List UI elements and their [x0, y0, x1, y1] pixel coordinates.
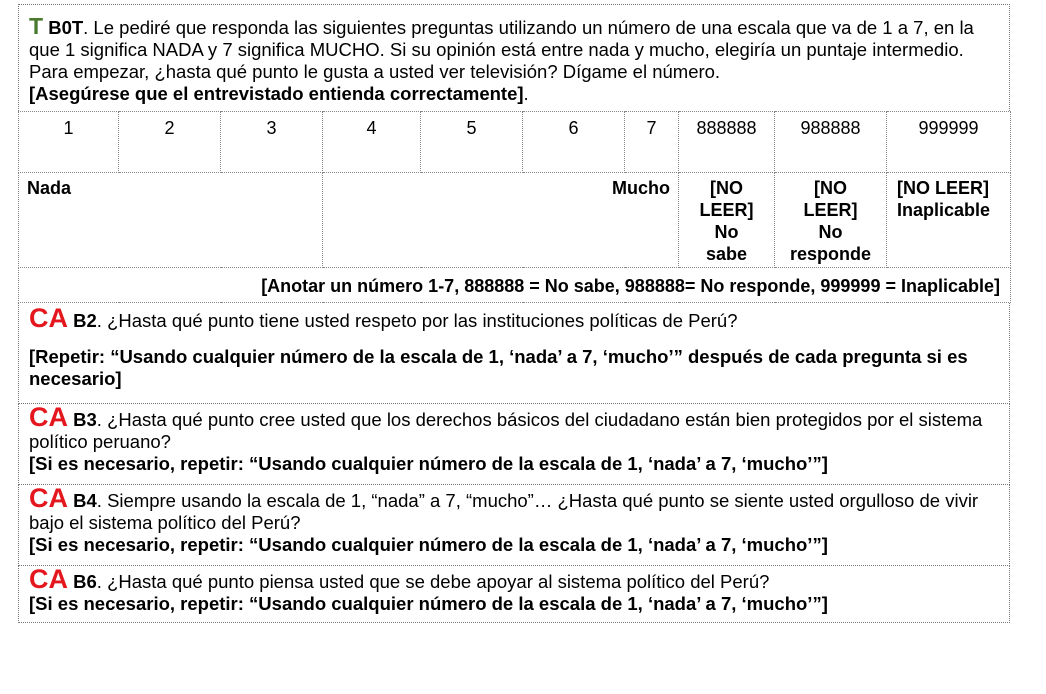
no-responde-line: responde [789, 244, 872, 264]
question-code: B0T [48, 17, 84, 38]
scale-number-7: 7 [625, 112, 679, 173]
question-text: . ¿Hasta qué punto tiene usted respeto por las instituciones políticas de Perú? [96, 310, 738, 331]
no-responde-line: No [818, 222, 843, 242]
scale-number-6: 6 [523, 112, 625, 173]
question-code: B4 [73, 490, 97, 511]
scale-label-no-sabe [679, 173, 775, 268]
question-b6 [18, 566, 1010, 623]
question-text: . Siempre usando la escala de 1, “nada” a 7, “mucho”… ¿Hasta qué punto se siente usted orgulloso de vivir bajo el sistema político del Perú? [29, 490, 979, 533]
scale-number-5: 5 [421, 112, 523, 173]
question-type-badge: CA [29, 303, 68, 333]
interviewer-instruction: [Si es necesario, repetir: “Usando cualquier número de la escala de 1, ‘nada’ a 7, ‘mucho’”] [29, 453, 828, 474]
scale-number-1: 1 [19, 112, 119, 173]
question-text: . ¿Hasta qué punto cree usted que los derechos básicos del ciudadano están bien protegidos por el sistema político peruano? [29, 409, 983, 452]
scale-label-inaplicable [887, 173, 1011, 268]
question-b3 [18, 404, 1010, 485]
scale-code-999999: 999999 [887, 112, 1011, 173]
interviewer-instruction: [Si es necesario, repetir: “Usando cualquier número de la escala de 1, ‘nada’ a 7, ‘mucho’”] [29, 593, 828, 614]
interviewer-instruction: [Asegúrese que el entrevistado entienda correctamente] [29, 83, 524, 104]
scale-code-888888: 888888 [679, 112, 775, 173]
no-sabe-line: No [714, 222, 739, 242]
no-sabe-line: sabe [705, 244, 748, 264]
question-type-badge: CA [29, 402, 68, 432]
scale-number-2: 2 [119, 112, 221, 173]
question-code: B2 [73, 310, 97, 331]
questionnaire-page [18, 4, 1010, 623]
question-code: B6 [73, 571, 97, 592]
question-type-badge: CA [29, 564, 68, 594]
scale-number-3: 3 [221, 112, 323, 173]
scale-numbers-row [19, 112, 1011, 173]
question-b2 [18, 303, 1010, 404]
inaplicable-line: Inaplicable [897, 200, 991, 220]
no-sabe-line: LEER] [699, 200, 754, 220]
intro-question-b0t [18, 4, 1010, 111]
question-text: . Le pediré que responda las siguientes preguntas utilizando un número de una escala que va de 1 a 7, en la que 1 significa NADA y 7 significa MUCHO. Si su opinión está entre nada y mucho, elegiría un puntaje intermedio. Para empezar, ¿hasta qué punto le gusta a usted ver televisión? Dígame el número. [29, 17, 974, 82]
response-scale-table [18, 111, 1011, 303]
scale-label-nada: Nada [19, 173, 323, 268]
no-responde-line: LEER] [803, 200, 858, 220]
scale-recording-note: [Anotar un número 1-7, 888888 = No sabe, 988888= No responde, 999999 = Inaplicable] [19, 268, 1011, 303]
question-b4 [18, 485, 1010, 566]
interviewer-instruction: [Si es necesario, repetir: “Usando cualquier número de la escala de 1, ‘nada’ a 7, ‘mucho’”] [29, 534, 828, 555]
instruction-period: . [523, 83, 529, 104]
no-sabe-line: [NO [710, 178, 743, 198]
scale-label-no-responde [775, 173, 887, 268]
interviewer-instruction: [Repetir: “Usando cualquier número de la escala de 1, ‘nada’ a 7, ‘mucho’” después de cada pregunta si es necesario] [29, 346, 968, 389]
question-code: B3 [73, 409, 97, 430]
scale-label-mucho: Mucho [323, 173, 679, 268]
question-type-badge: CA [29, 483, 68, 513]
inaplicable-line: [NO LEER] [897, 178, 989, 198]
scale-labels-row [19, 173, 1011, 268]
scale-number-4: 4 [323, 112, 421, 173]
scale-code-988888: 988888 [775, 112, 887, 173]
question-text: . ¿Hasta qué punto piensa usted que se debe apoyar al sistema político del Perú? [96, 571, 770, 592]
question-type-badge: T [29, 13, 44, 39]
no-responde-line: [NO [814, 178, 847, 198]
